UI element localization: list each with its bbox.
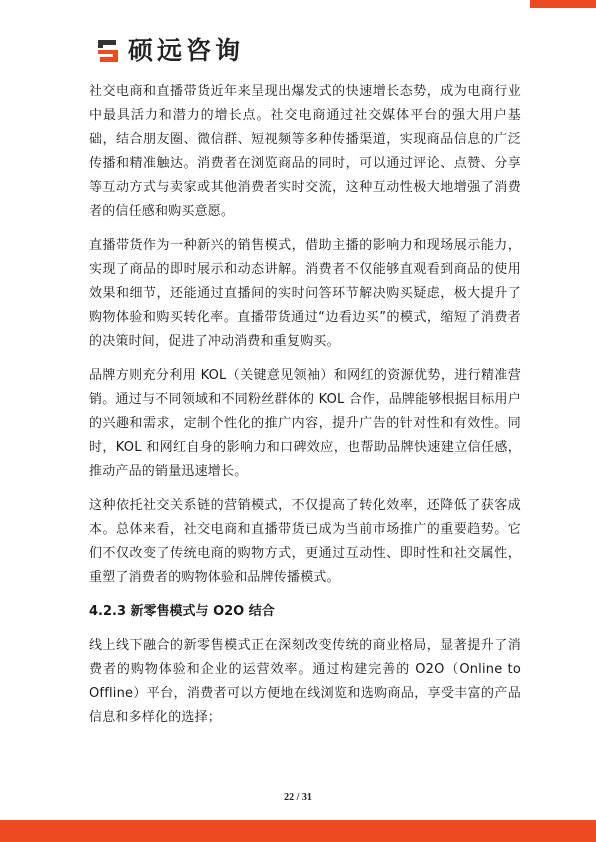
paragraph-new-retail: 线上线下融合的新零售模式正在深刻改变传统的商业格局，显著提升了消费者的购物体验和企业的运营效率。通过构建完善的 O2O（Online to Offline）平台，消费者可以方便地在线浏览和选购商品，享受丰富的产品信息和多样化的选择； (89, 638, 521, 725)
paragraph-live-streaming: 直播带货作为一种新兴的销售模式，借助主播的影响力和现场展示能力，实现了商品的即时展示和动态讲解。消费者不仅能够直观看到商品的使用效果和细节，还能通过直播间的实时问答环节解决购买疑虑，极大提升了购物体验和购买转化率。直播带货通过“边看边买”的模式，缩短了消费者的决策时间，促进了冲动消费和重复购买。 (89, 238, 521, 349)
paragraph-summary: 这种依托社交关系链的营销模式，不仅提高了转化效率，还降低了获客成本。总体来看，社交电商和直播带货已成为当前市场推广的重要趋势。它们不仅改变了传统电商的购物方式，更通过互动性、即时性和社交属性，重塑了消费者的购物体验和品牌传播模式。 (89, 498, 521, 585)
page-number: 22 / 31 (284, 792, 312, 803)
paragraph-kol-marketing: 品牌方则充分利用 KOL（关键意见领袖）和网红的资源优势，进行精准营销。通过与不同领域和不同粉丝群体的 KOL 合作，品牌能够根据目标用户的兴趣和需求，定制个性化的推广内容，提升广告的针对性和有效性。同时，KOL 和网红自身的影响力和口碑效应，也帮助品牌快速建立信任感，推动产品的销量迅速增长。 (89, 368, 521, 479)
bottom-accent-bar (0, 820, 596, 842)
brand-logo (96, 36, 244, 66)
logo-text: 硕远咨询 (128, 36, 245, 65)
section-heading: 4.2.3 新零售模式与 O2O 结合 (89, 604, 275, 619)
logo-mark-icon (96, 38, 120, 64)
document-body (89, 80, 521, 740)
paragraph-social-commerce: 社交电商和直播带货近年来呈现出爆发式的快速增长态势，成为电商行业中最具活力和潜力的增长点。社交电商通过社交媒体平台的强大用户基础，结合朋友圈、微信群、短视频等多种传播渠道，实现商品信息的广泛传播和精准触达。消费者在浏览商品的同时，可以通过评论、点赞、分享等互动方式与卖家或其他消费者实时交流，这种互动性极大地增强了消费者的信任感和购买意愿。 (89, 84, 521, 219)
top-accent-bar (530, 0, 596, 8)
